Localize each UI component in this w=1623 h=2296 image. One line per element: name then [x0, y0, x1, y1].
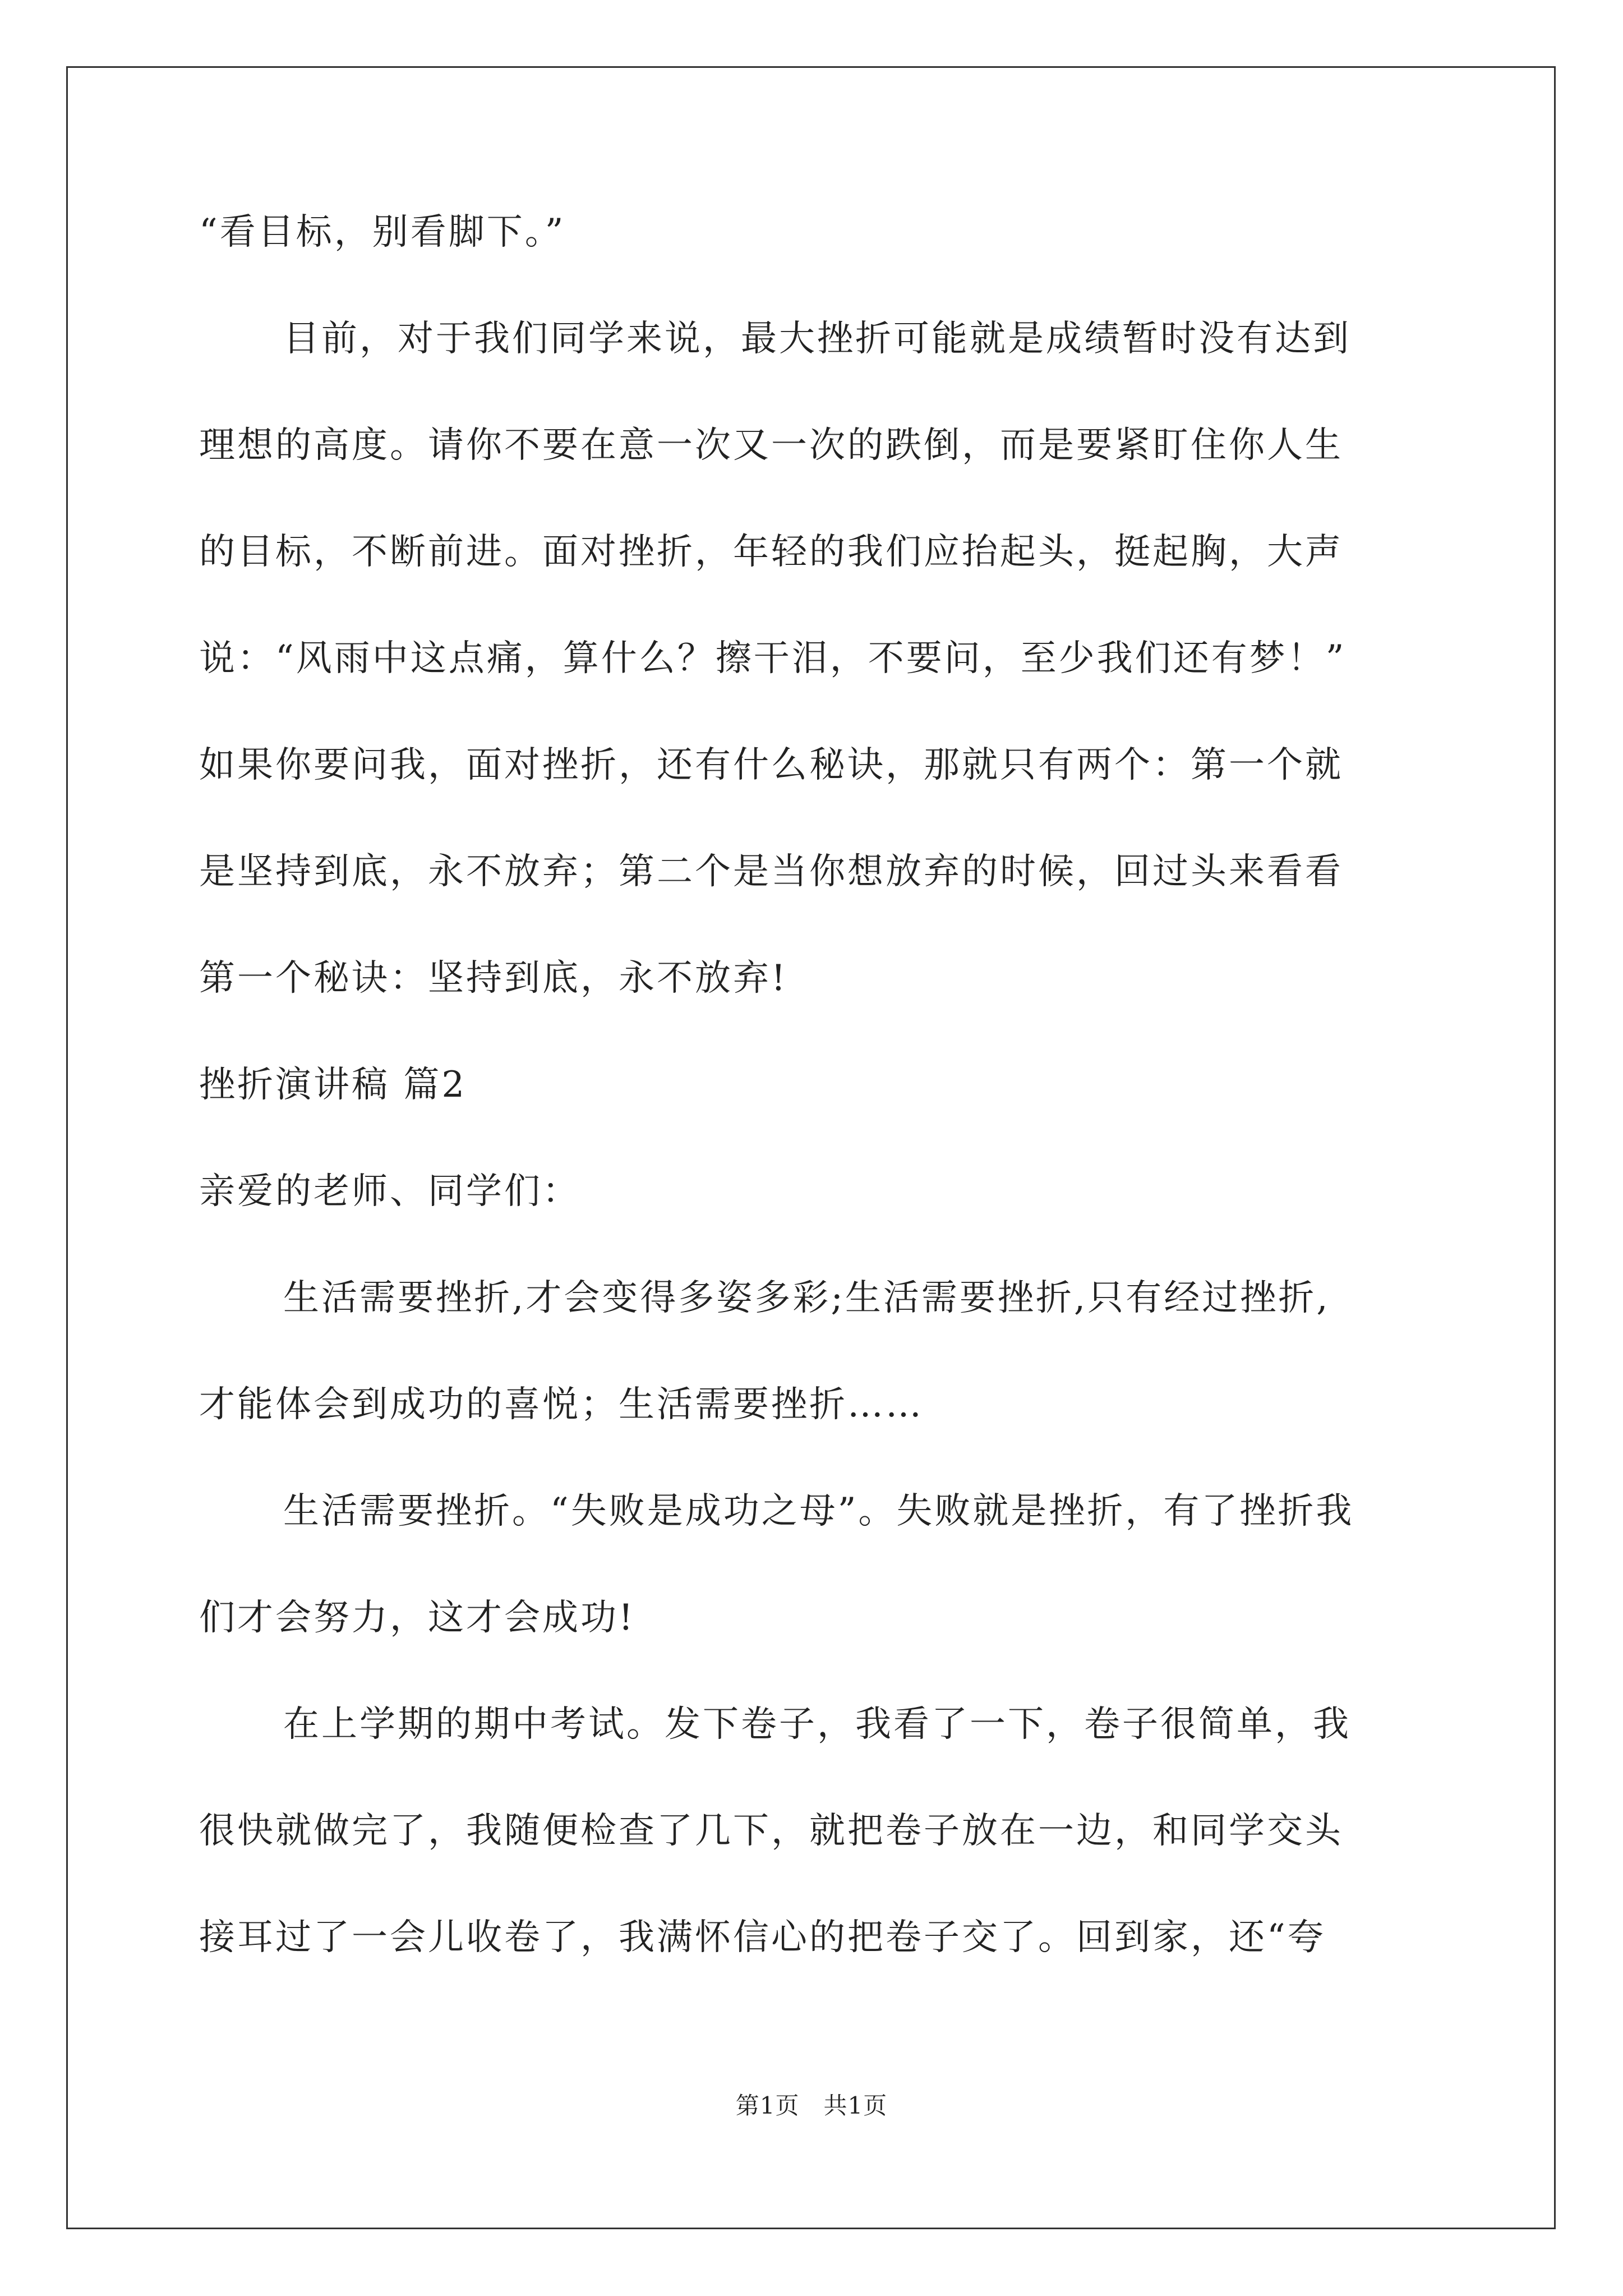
page-number-footer: 第1页 共1页 — [735, 2092, 888, 2119]
text-line: 是坚持到底，永不放弃；第二个是当你想放弃的时候，回过头来看看 — [199, 851, 1343, 892]
page-border — [66, 66, 1556, 2229]
text-line: 第一个秘诀：坚持到底，永不放弃! — [199, 958, 788, 999]
text-line: 很快就做完了，我随便检查了几下，就把卷子放在一边，和同学交头 — [199, 1810, 1343, 1852]
text-line: 在上学期的期中考试。发下卷子，我看了一下，卷子很简单，我 — [283, 1704, 1351, 1745]
text-line: 理想的高度。请你不要在意一次又一次的跌倒，而是要紧盯住你人生 — [199, 425, 1343, 466]
text-line: 才能体会到成功的喜悦；生活需要挫折…… — [199, 1384, 924, 1425]
text-line: 生活需要挫折,才会变得多姿多彩;生活需要挫折,只有经过挫折, — [283, 1277, 1330, 1319]
text-line: 接耳过了一会儿收卷了，我满怀信心的把卷子交了。回到家，还“夸 — [199, 1917, 1326, 1958]
section-heading: 挫折演讲稿 篇2 — [199, 1064, 467, 1106]
text-line: “看目标，别看脚下。” — [199, 211, 566, 253]
text-line: 的目标，不断前进。面对挫折，年轻的我们应抬起头，挺起胸，大声 — [199, 531, 1343, 573]
text-line: 说：“风雨中这点痛，算什么？擦干泪，不要问，至少我们还有梦！” — [199, 638, 1347, 679]
text-line: 目前，对于我们同学来说，最大挫折可能就是成绩暂时没有达到 — [283, 318, 1351, 360]
salutation: 亲爱的老师、同学们： — [199, 1171, 580, 1212]
text-line: 生活需要挫折。“失败是成功之母”。失败就是挫折，有了挫折我 — [283, 1490, 1354, 1532]
text-line: 如果你要问我，面对挫折，还有什么秘诀，那就只有两个：第一个就 — [199, 744, 1343, 786]
text-line: 们才会努力，这才会成功! — [199, 1597, 635, 1639]
